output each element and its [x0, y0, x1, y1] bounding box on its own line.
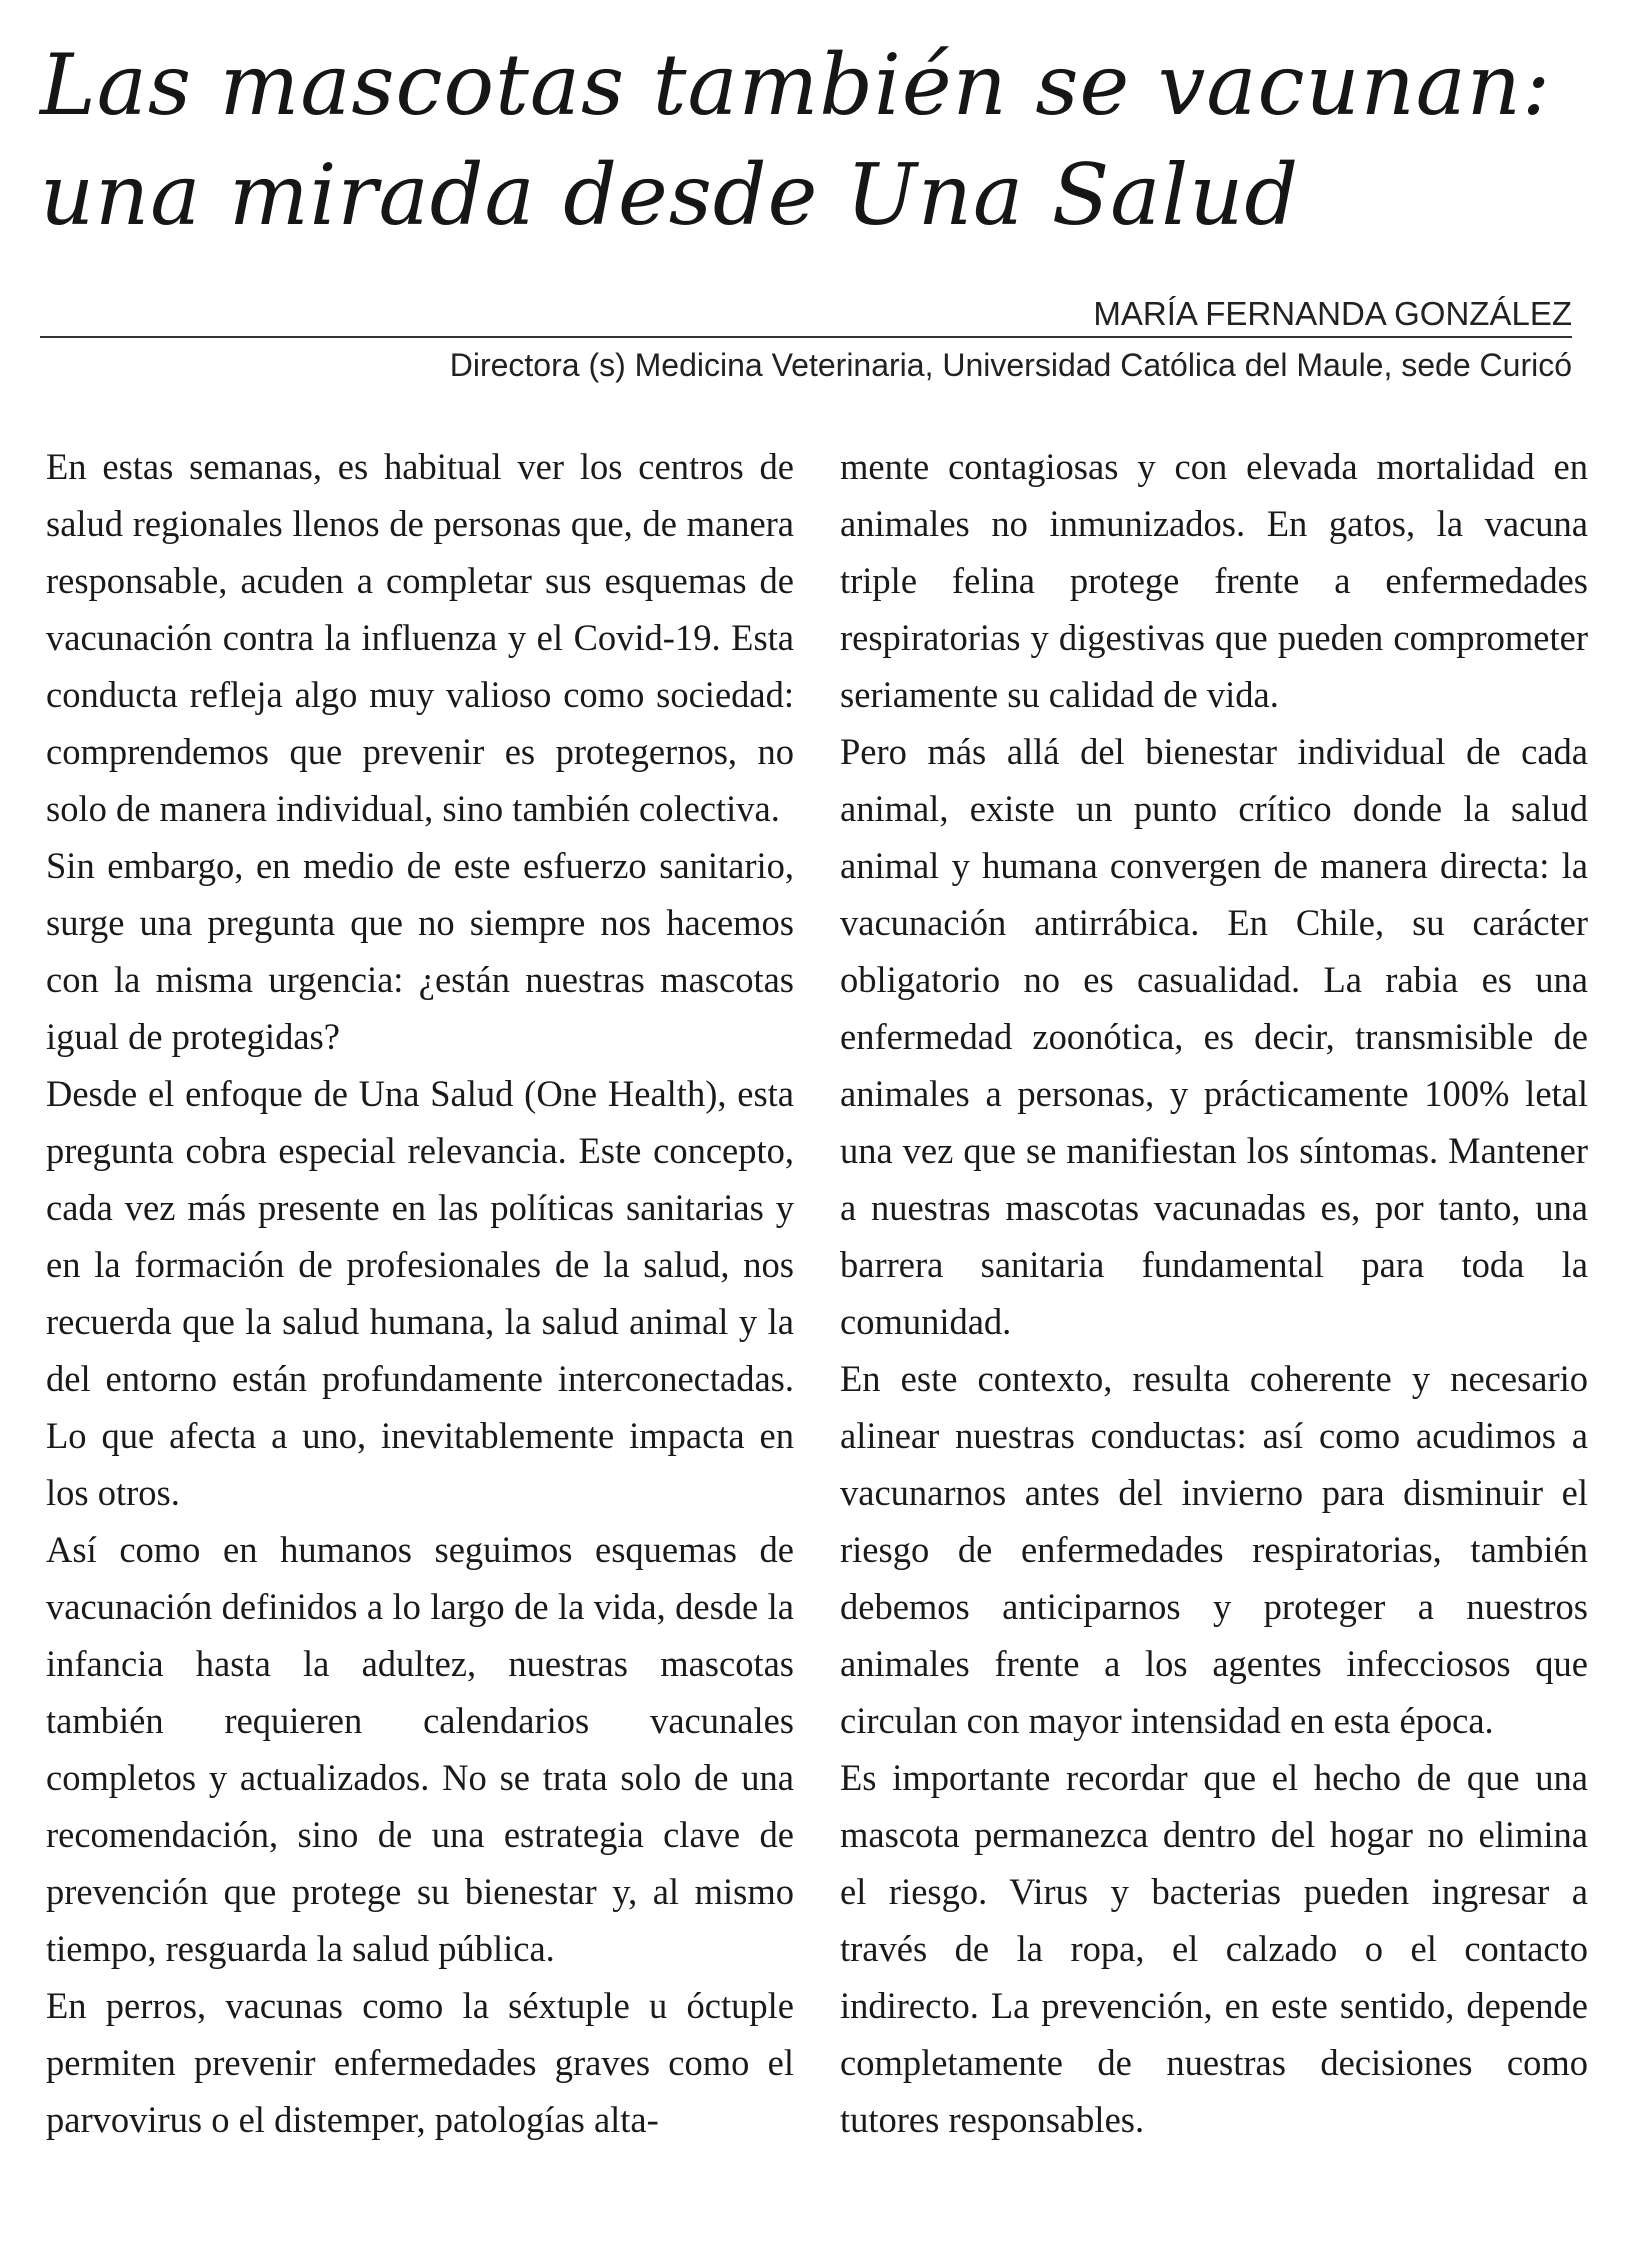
paragraph: Sin embargo, en medio de este esfuerzo sanitario, surge una pregunta que no siempre nos hacemos con la misma urgencia: ¿están nuestras mascotas igual de protegidas?	[46, 845, 794, 1057]
paragraph: Es importante recordar que el hecho de que una mascota permanezca dentro del hogar no elimina el riesgo. Virus y bacterias pueden ingresar a través de la ropa, el calzado o el contacto indirecto. La prevención, en este sentido, depende completamente de nuestras decisiones como tutores responsables.	[840, 1757, 1588, 2140]
headline-line-1: Las mascotas también se vacunan:	[40, 36, 1552, 134]
paragraph: En estas semanas, es habitual ver los centros de salud regionales llenos de personas que, de manera responsable, acuden a completar sus esquemas de vacunación contra la influenza y el Covid-19. Esta conducta refleja algo muy valioso como sociedad: comprendemos que prevenir es protegernos, no solo de manera individual, sino también colectiva.	[46, 446, 794, 829]
author-name: MARÍA FERNANDA GONZÁLEZ	[1093, 295, 1572, 332]
headline-line-2: una mirada desde Una Salud	[40, 146, 1300, 244]
paragraph: Pero más allá del bienestar individual de cada animal, existe un punto crítico donde la salud animal y humana convergen de manera directa: la vacunación antirrábica. En Chile, su carácter obligatorio no es casualidad. La rabia es una enfermedad zoonótica, es decir, transmisible de animales a personas, y prácticamente 100% letal una vez que se manifiestan los síntomas. Mantener a nuestras mascotas vacunadas es, por tanto, una barrera sanitaria fundamental para toda la comunidad.	[840, 731, 1588, 1342]
author-role: Directora (s) Medicina Veterinaria, Universidad Católica del Maule, sede Curicó	[449, 347, 1572, 383]
paragraph: En este contexto, resulta coherente y necesario alinear nuestras conductas: así como acudimos a vacunarnos antes del invierno para disminuir el riesgo de enfermedades respiratorias, también debemos anticiparnos y proteger a nuestros animales frente a los agentes infecciosos que circulan con mayor intensidad en esta época.	[840, 1358, 1588, 1741]
byline-divider	[40, 336, 1572, 338]
article-headline	[40, 30, 1600, 250]
article-column-left	[46, 438, 794, 2148]
article-column-right	[840, 438, 1588, 2148]
paragraph: En perros, vacunas como la séxtuple u óctuple permiten prevenir enfermedades graves como el parvovirus o el distemper, patologías alta-	[46, 1985, 794, 2140]
paragraph: Desde el enfoque de Una Salud (One Health), esta pregunta cobra especial relevancia. Este concepto, cada vez más presente en las políticas sanitarias y en la formación de profesionales de la salud, nos recuerda que la salud humana, la salud animal y la del entorno están profundamente interconectadas. Lo que afecta a uno, inevitablemente impacta en los otros.	[46, 1073, 794, 1513]
paragraph: mente contagiosas y con elevada mortalidad en animales no inmunizados. En gatos, la vacuna triple felina protege frente a enfermedades respiratorias y digestivas que pueden comprometer seriamente su calidad de vida.	[840, 446, 1588, 715]
paragraph: Así como en humanos seguimos esquemas de vacunación definidos a lo largo de la vida, desde la infancia hasta la adultez, nuestras mascotas también requieren calendarios vacunales completos y actualizados. No se trata solo de una recomendación, sino de una estrategia clave de prevención que protege su bienestar y, al mismo tiempo, resguarda la salud pública.	[46, 1529, 794, 1969]
